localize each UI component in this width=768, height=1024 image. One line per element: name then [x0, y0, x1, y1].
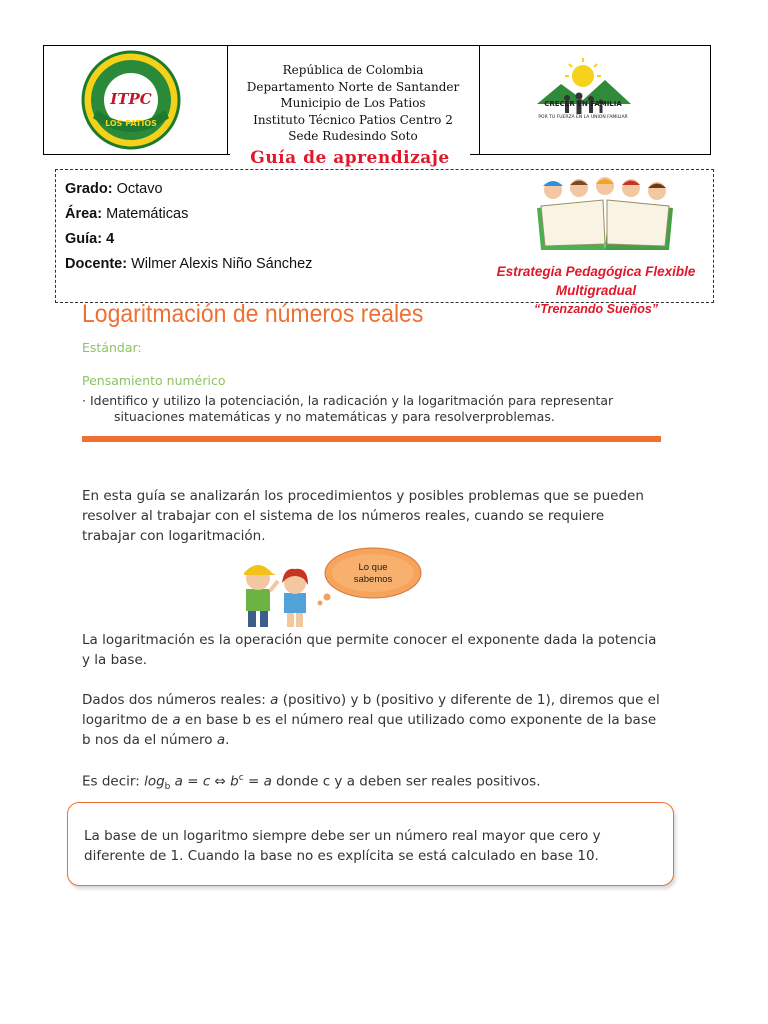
formula-suffix: donde c y a deben ser reales positivos.: [271, 773, 541, 790]
intro-paragraph: En esta guía se analizarán los procedimientos y posibles problemas que se pueden resolver al trabajar con el sistema de los números reales, cuando se requiere trabajar con logaritmación.: [82, 488, 644, 544]
standard-text: [82, 393, 660, 425]
header-center-cell: [227, 46, 480, 154]
teacher-row: Docente: Wilmer Alexis Niño Sánchez: [65, 256, 313, 272]
numeric-thinking-label: Pensamiento numérico: [82, 373, 226, 388]
what-we-know-bubble: Lo que sabemos: [353, 562, 393, 585]
formula-prefix: Es decir:: [82, 773, 145, 790]
p2-var-a3: a: [216, 732, 226, 748]
guide-title: Guía de aprendizaje: [230, 148, 470, 168]
formula-line: [82, 768, 660, 797]
formula-base: b: [225, 773, 239, 790]
family-logo: [479, 46, 710, 154]
school-seal-logo: [44, 46, 227, 154]
strategy-line-1: Estrategia Pedagógica Flexible: [496, 264, 696, 279]
seal-banner-text: LOS PATIOS: [105, 119, 157, 128]
area-value: Matemáticas: [102, 206, 189, 222]
standard-line-2: situaciones matemáticas y no matemáticas y para resolverproblemas.: [114, 409, 555, 424]
grade-row: Grado: Octavo: [65, 181, 163, 197]
note-callout-box: [67, 802, 674, 886]
formula-iff-symbol: ⇔: [214, 773, 226, 790]
logarithm-definition-paragraph: [82, 690, 660, 750]
lesson-title: Logaritmación de números reales: [82, 300, 424, 328]
p2-part-a: Dados dos números reales:: [82, 692, 271, 708]
formula-exponent: c: [238, 773, 244, 783]
header-line-institute: Instituto Técnico Patios Centro 2: [253, 112, 453, 127]
standard-line-1: · Identifico y utilizo la potenciación, la radicación y la logaritmación para representar: [82, 393, 614, 408]
header-line-country: República de Colombia: [282, 63, 424, 77]
guide-label: Guía: [65, 231, 98, 247]
guide-value: 4: [102, 231, 115, 247]
grade-label: Grado: [65, 181, 108, 197]
teacher-value: Wilmer Alexis Niño Sánchez: [127, 256, 313, 272]
section-divider: [82, 436, 661, 442]
standard-label: Estándar:: [82, 340, 142, 355]
header-line-sede: Sede Rudesindo Soto: [288, 129, 418, 143]
definition-paragraph: La logaritmación es la operación que permite conocer el exponente dada la potencia y la base.: [82, 632, 657, 668]
header-right-cell: [479, 46, 710, 154]
p2-var-a1: a: [270, 692, 279, 708]
header-line-municipality: Municipio de Los Patios: [280, 96, 426, 110]
family-logo-title: CRECER EN FAMILIA: [544, 100, 622, 108]
strategy-caption: [478, 262, 714, 319]
formula-rhs: = a: [243, 773, 272, 790]
kids-thinking-illustration: [232, 545, 432, 630]
header-line-department: Departamento Norte de Santander: [246, 79, 460, 94]
family-logo-motto: POR TU FUERZA EN LA UNION FAMILIAR: [538, 115, 628, 120]
p2-part-e: en base b es el número real que utilizado como exponente de la base b nos da el número: [82, 712, 657, 748]
formula-base-sub: b: [164, 782, 171, 793]
area-row: Área: Matemáticas: [65, 206, 189, 222]
formula-log: log: [144, 773, 165, 790]
teacher-label: Docente: [65, 256, 123, 272]
p2-part-g: .: [225, 732, 230, 748]
kids-reading-book-illustration: [533, 174, 678, 254]
strategy-line-3: “Trenzando Sueños”: [533, 302, 659, 316]
area-label: Área: [65, 206, 98, 222]
guide-row: Guía: 4: [65, 231, 115, 247]
seal-initials: ITPC: [110, 90, 152, 108]
header-left-cell: [44, 46, 228, 154]
strategy-line-2: Multigradual: [555, 283, 637, 298]
formula-argument: a = c: [170, 773, 215, 790]
grade-value: Octavo: [112, 181, 163, 197]
p2-var-a2: a: [172, 712, 181, 728]
p2-part-c: (positivo) y b (positivo y diferente de 1), diremos que el logaritmo de: [82, 692, 660, 728]
note-callout-text: La base de un logaritmo siempre debe ser un número real mayor que cero y diferente de 1. Cuando la base no es explícita se está calculado en base 10.: [84, 828, 601, 864]
header-table: [43, 45, 711, 155]
